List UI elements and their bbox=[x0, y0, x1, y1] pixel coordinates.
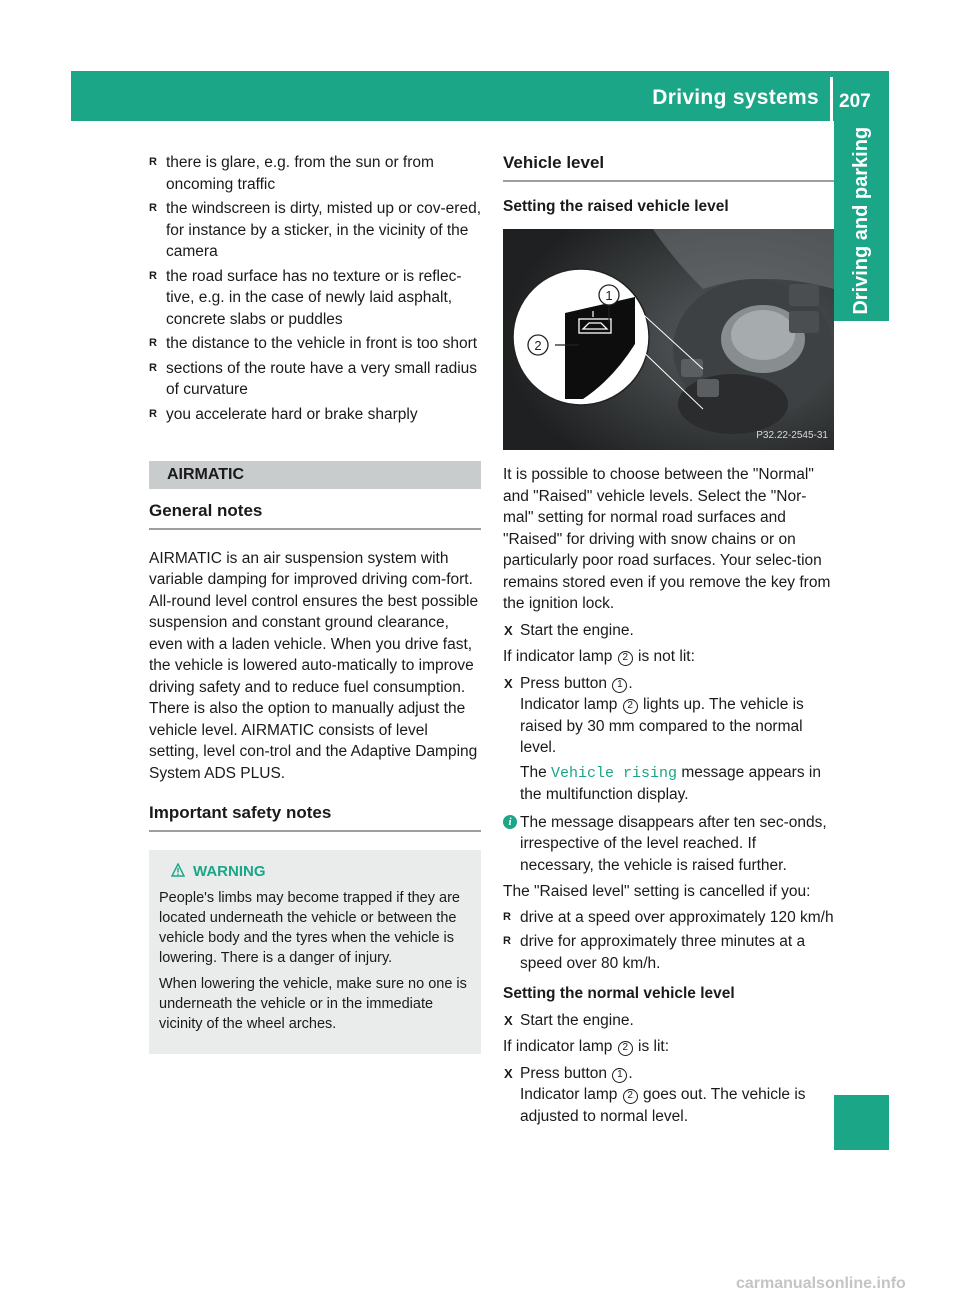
list-item: R drive at a speed over approximately 120 km/h bbox=[503, 907, 834, 929]
cancelled-text: The "Raised level" setting is cancelled if you: bbox=[503, 883, 811, 900]
vehicle-level-heading: Vehicle level bbox=[503, 152, 834, 182]
step-result-2: Indicator lamp 2 goes out. The vehicle is adjusted to normal level. bbox=[520, 1086, 806, 1125]
raised-level-heading: Setting the raised vehicle level bbox=[503, 197, 729, 215]
section-title: AIRMATIC bbox=[149, 461, 481, 489]
callout-1-ref: 1 bbox=[612, 1068, 627, 1083]
side-tab-label: Driving and parking bbox=[849, 127, 872, 315]
warning-title bbox=[159, 862, 473, 882]
controller-figure bbox=[503, 229, 834, 450]
list-item: R sections of the route have a very small radius of curvature bbox=[149, 358, 481, 401]
callout-1: 1 bbox=[605, 288, 613, 303]
list-item: R there is glare, e.g. from the sun or from oncoming traffic bbox=[149, 152, 481, 195]
warning-text-1: People's limbs may become trapped if they are located underneath the vehicle or between the vehicle body and the tyres when the vehicle is lowering. There is a danger of injury. bbox=[159, 889, 460, 966]
callout-2-ref: 2 bbox=[623, 699, 638, 714]
warning-box bbox=[149, 850, 481, 1054]
callout-2-ref: 2 bbox=[618, 651, 633, 666]
warning-text-2: When lowering the vehicle, make sure no one is underneath the vehicle or in the immediate vicinity of the wheel arches. bbox=[159, 975, 467, 1032]
header-bar bbox=[71, 71, 889, 121]
intro-text: It is possible to choose between the "Normal" and "Raised" vehicle levels. Select the "Nor-mal" setting for normal road surfaces and "Raised" for driving with snow chains or on particularly poor road surfaces. Your selec-tion remains stored even if you remove the key from the ignition lock. bbox=[503, 466, 831, 612]
step-press-button: X Press button 1 . bbox=[503, 673, 834, 695]
side-tab bbox=[834, 121, 889, 321]
normal-level-heading: Setting the normal vehicle level bbox=[503, 985, 735, 1002]
callout-2: 2 bbox=[534, 338, 542, 353]
side-marker bbox=[834, 1095, 889, 1150]
step-result: Indicator lamp 2 lights up. The vehicle is raised by 30 mm compared to the normal level. bbox=[520, 696, 804, 756]
left-column bbox=[149, 152, 481, 1054]
condition-not-lit: If indicator lamp 2 is not lit: bbox=[503, 648, 695, 665]
header-separator bbox=[830, 77, 833, 121]
general-notes-heading: General notes bbox=[149, 500, 481, 530]
step-press-button-2: X Press button 1 . bbox=[503, 1063, 834, 1085]
step-start-engine-2: X Start the engine. bbox=[503, 1010, 834, 1032]
callout-2-ref: 2 bbox=[623, 1089, 638, 1104]
display-message: Vehicle rising bbox=[551, 764, 678, 782]
warning-title-text: WARNING bbox=[193, 862, 266, 880]
list-item: R the road surface has no texture or is reflec-tive, e.g. in the case of newly laid asphalt, concrete slabs or puddles bbox=[149, 266, 481, 331]
controller-illustration bbox=[503, 229, 834, 450]
general-notes-text: AIRMATIC is an air suspension system with variable damping for improved driving com-fort. All-round level control ensures the best possible suspension and constant ground clearance, even with a laden vehicle. When you drive fast, the vehicle is lowered auto-matically to improve driving safety and to reduce fuel consumption. There is also the option to manually adjust the vehicle level. AIRMATIC consists of level setting, level con-trol and the Adaptive Damping System ADS PLUS. bbox=[149, 549, 479, 782]
list-item: R the windscreen is dirty, misted up or cov-ered, for instance by a sticker, in the vicinity of the camera bbox=[149, 198, 481, 263]
figure-label: P32.22-2545-31 bbox=[756, 429, 828, 441]
cancel-list bbox=[503, 907, 834, 975]
info-note: i The message disappears after ten sec-onds, irrespective of the level reached. If necessary, the vehicle is raised further. bbox=[503, 812, 834, 877]
callout-1-ref: 1 bbox=[612, 678, 627, 693]
page-number: 207 bbox=[839, 91, 871, 112]
safety-heading: Important safety notes bbox=[149, 802, 481, 832]
condition-lit: If indicator lamp 2 is lit: bbox=[503, 1038, 670, 1055]
warning-icon bbox=[171, 863, 185, 877]
footer-watermark: carmanualsonline.info bbox=[736, 1275, 906, 1292]
header-title: Driving systems bbox=[652, 86, 819, 109]
condition-list bbox=[149, 152, 481, 425]
list-item: R you accelerate hard or brake sharply bbox=[149, 404, 481, 426]
step-start-engine: X Start the engine. bbox=[503, 620, 834, 642]
callout-2-ref: 2 bbox=[618, 1041, 633, 1056]
right-column bbox=[503, 152, 834, 1127]
info-icon: i bbox=[503, 815, 517, 829]
list-item: R the distance to the vehicle in front is too short bbox=[149, 333, 481, 355]
message-line: The Vehicle rising message appears in the multifunction display. bbox=[520, 763, 821, 803]
list-item: R drive for approximately three minutes at a speed over 80 km/h. bbox=[503, 931, 834, 974]
